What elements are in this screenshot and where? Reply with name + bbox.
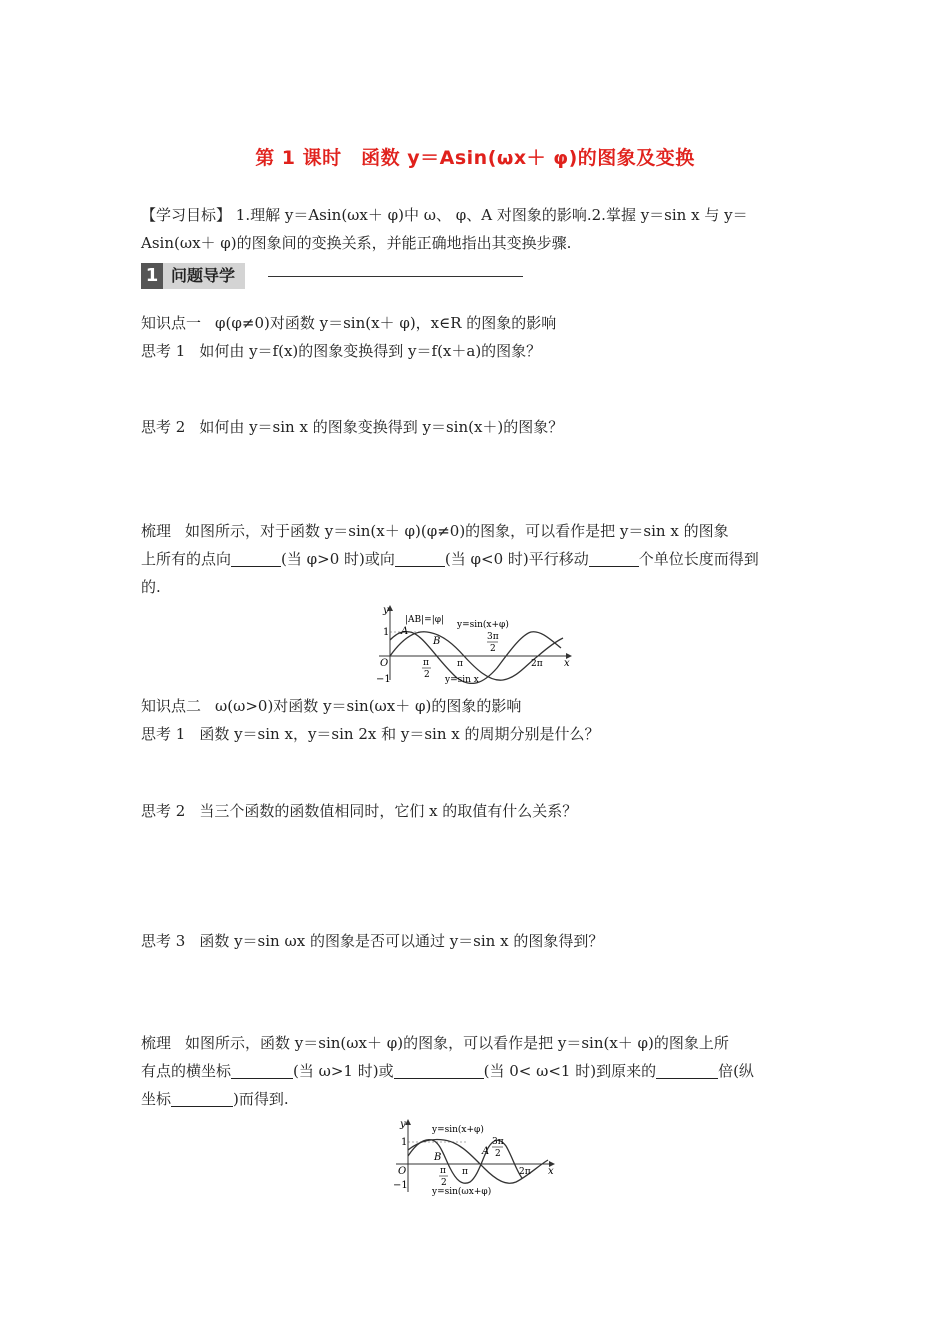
kp1-heading-label: 知识点一	[141, 314, 202, 332]
section-divider	[268, 276, 523, 277]
label-curve-base: y=sin x	[445, 675, 479, 684]
label-curve-shift: y=sin(x+φ)	[457, 620, 509, 630]
kp1-summary-line-2a: 上所有的点向	[141, 550, 232, 568]
point-b-label: B	[433, 636, 441, 647]
tick-label-neg1: −1	[393, 1180, 408, 1191]
kp2-summary	[141, 1029, 811, 1113]
kp1-summary-line-2d: 个单位长度而得到	[638, 550, 759, 568]
kp2-think-1-label: 思考 1	[141, 725, 186, 743]
kp1-think-2	[141, 413, 811, 441]
kp2-summary-line-2c: (当 0< ω<1 时)到原来的	[483, 1062, 657, 1080]
fill-blank[interactable]	[589, 548, 639, 567]
objectives-label: 【学习目标】	[141, 206, 232, 224]
figure-frequency-graph	[388, 1116, 566, 1198]
axis-y-label: y	[400, 1119, 406, 1130]
kp1-think-2-label: 思考 2	[141, 418, 186, 436]
section-header	[141, 263, 523, 289]
point-b-label: B	[434, 1152, 442, 1163]
tick-2pi: 2π	[519, 1167, 531, 1177]
kp2-think-3	[141, 927, 811, 955]
kp1-heading-text: φ(φ≠0)对函数 y＝sin(x＋ φ)，x∈R 的图象的影响	[215, 314, 557, 332]
tick-label-neg1: −1	[376, 674, 391, 684]
fill-blank[interactable]	[394, 1060, 484, 1079]
kp2-heading	[141, 692, 811, 720]
kp1-summary-line-1: 如图所示，对于函数 y＝sin(x＋ φ)(φ≠0)的图象，可以看作是把 y＝sin x 的图象	[185, 522, 729, 540]
kp2-think-1-text: 函数 y＝sin x，y＝sin 2x 和 y＝sin x 的周期分别是什么？	[199, 725, 600, 743]
point-a-label: A	[482, 1146, 490, 1157]
tick-pi: π	[457, 659, 463, 669]
kp1-think-1-label: 思考 1	[141, 342, 186, 360]
fill-blank[interactable]	[231, 1060, 293, 1079]
kp2-think-2-text: 当三个函数的函数值相同时，它们 x 的取值有什么关系？	[199, 802, 578, 820]
kp1-summary-line-2b: (当 φ>0 时)或向	[281, 550, 395, 568]
tick-pi: π	[462, 1167, 468, 1177]
tick-3pi-den: 2	[490, 644, 496, 654]
tick-3pi-num: 3π	[487, 632, 499, 642]
objectives-line-2: Asin(ωx＋ φ)的图象间的变换关系，并能正确地指出其变换步骤.	[141, 234, 572, 252]
tick-pi-half-den: 2	[424, 670, 430, 680]
origin-label: O	[380, 658, 389, 669]
fill-blank[interactable]	[395, 548, 445, 567]
kp2-heading-text: ω(ω>0)对函数 y＝sin(ωx＋ φ)的图象的影响	[215, 697, 522, 715]
kp1-summary-label: 梳理	[141, 522, 172, 540]
kp2-summary-line-2d: 倍(纵	[718, 1062, 754, 1080]
label-ab: |AB|=|φ|	[405, 615, 445, 625]
fill-blank[interactable]	[171, 1088, 233, 1107]
objectives-line-1: 1.理解 y＝Asin(ωx＋ φ)中 ω、 φ、A 对图象的影响.2.掌握 y＝sin x 与 y＝	[231, 206, 748, 224]
tick-3pi-den: 2	[495, 1149, 501, 1159]
axis-y-label: y	[383, 605, 389, 616]
kp2-think-3-text: 函数 y＝sin ωx 的图象是否可以通过 y＝sin x 的图象得到？	[199, 932, 604, 950]
tick-pi-half-num: π	[423, 658, 429, 668]
kp1-think-1	[141, 337, 811, 365]
fill-blank[interactable]	[231, 548, 281, 567]
tick-label-1: 1	[401, 1137, 408, 1148]
kp2-summary-label: 梳理	[141, 1034, 172, 1052]
origin-label: O	[398, 1166, 407, 1177]
kp2-heading-label: 知识点二	[141, 697, 202, 715]
label-curve-top: y=sin(x+φ)	[432, 1125, 484, 1135]
kp2-think-2	[141, 797, 811, 825]
point-a-label: A	[401, 626, 409, 637]
tick-3pi-num: 3π	[492, 1137, 504, 1147]
tick-label-1: 1	[383, 627, 390, 638]
kp1-heading	[141, 309, 811, 337]
kp2-think-2-label: 思考 2	[141, 802, 186, 820]
kp2-summary-line-2a: 有点的横坐标	[141, 1062, 232, 1080]
kp1-think-1-text: 如何由 y＝f(x)的图象变换得到 y＝f(x＋a)的图象？	[199, 342, 542, 360]
kp2-summary-line-2b: (当 ω>1 时)或	[293, 1062, 394, 1080]
tick-pi-half-num: π	[440, 1166, 446, 1176]
kp1-summary	[141, 517, 811, 601]
tick-pi-half-den: 2	[441, 1178, 447, 1188]
axis-x-label: x	[564, 658, 570, 669]
kp2-think-3-label: 思考 3	[141, 932, 186, 950]
page-title: 第 1 课时 函数 y＝Asin(ωx＋ φ)的图象及变换	[255, 147, 695, 169]
axis-x-label: x	[548, 1166, 554, 1177]
kp2-think-1	[141, 720, 811, 748]
kp1-summary-line-2c: (当 φ<0 时)平行移动	[444, 550, 589, 568]
label-curve-bottom: y=sin(ωx+φ)	[432, 1187, 492, 1197]
kp2-summary-line-1: 如图所示，函数 y＝sin(ωx＋ φ)的图象，可以看作是把 y＝sin(x＋ φ)的图象上所	[185, 1034, 729, 1052]
figure-phase-shift-graph	[365, 602, 585, 684]
kp1-think-2-text: 如何由 y＝sin x 的图象变换得到 y＝sin(x＋)的图象？	[199, 418, 564, 436]
section-label: 问题导学	[163, 263, 245, 289]
learning-objectives	[141, 201, 811, 257]
tick-2pi: 2π	[531, 659, 543, 669]
kp1-summary-line-3: 的.	[141, 578, 161, 596]
kp2-summary-line-3a: 坐标	[141, 1090, 172, 1108]
fill-blank[interactable]	[656, 1060, 718, 1079]
section-number: 1	[141, 263, 163, 289]
kp2-summary-line-3b: )而得到.	[233, 1090, 289, 1108]
